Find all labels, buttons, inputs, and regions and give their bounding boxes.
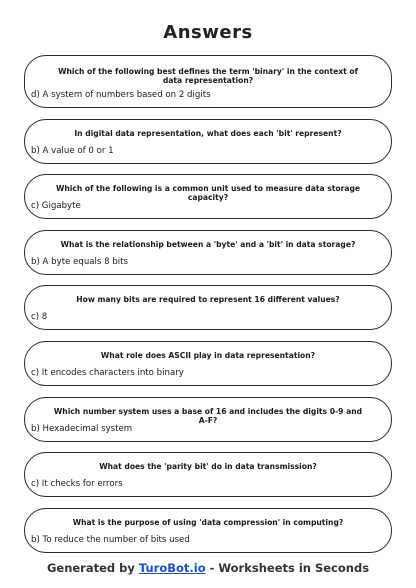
answer-text: c) Gigabyte [31,201,81,212]
question-text: Which number system uses a base of 16 and includes the digits 0-9 and A-F? [53,406,363,425]
question-text: What is the purpose of using 'data compression' in computing? [72,517,344,527]
brand-link[interactable]: TuroBot.io [138,561,206,575]
question-text: Which of the following best defines the term 'binary' in the context of data representation? [58,67,358,85]
answer-text: b) A value of 0 or 1 [31,145,114,156]
question-text: What does the 'parity bit' do in data transmission? [99,462,317,472]
answer-text: b) Hexadecimal system [31,423,133,434]
answer-card [24,285,392,330]
question-text: Which of the following is a common unit used to measure data storage capacity? [55,184,361,203]
answer-card [24,230,392,275]
answer-card [24,55,392,108]
footer-prefix: Generated by [46,561,139,575]
question-text: What role does ASCII play in data representation? [100,350,316,360]
question-text: What is the relationship between a 'byte' and a 'bit' in data storage? [60,239,356,249]
footer-suffix: - Worksheets in Seconds [205,561,370,575]
answer-card [24,119,392,164]
answer-card [24,452,392,497]
answer-text: c) It checks for errors [31,479,123,490]
question-text: In digital data representation, what does each 'bit' represent? [74,128,342,138]
answer-card [24,174,392,219]
question-text: How many bits are required to represent 16 different values? [76,295,340,305]
answer-card [24,397,392,442]
answer-text: b) A byte equals 8 bits [31,256,129,267]
footer [0,561,416,575]
answer-text: d) A system of numbers based on 2 digits [31,90,211,100]
page-title: Answers [163,22,253,43]
answer-text: b) To reduce the number of bits used [31,534,190,545]
answer-text: c) It encodes characters into binary [31,367,184,378]
answer-text: c) 8 [31,312,48,323]
answer-card [24,508,392,553]
answer-list [24,55,392,563]
answer-card [24,341,392,386]
